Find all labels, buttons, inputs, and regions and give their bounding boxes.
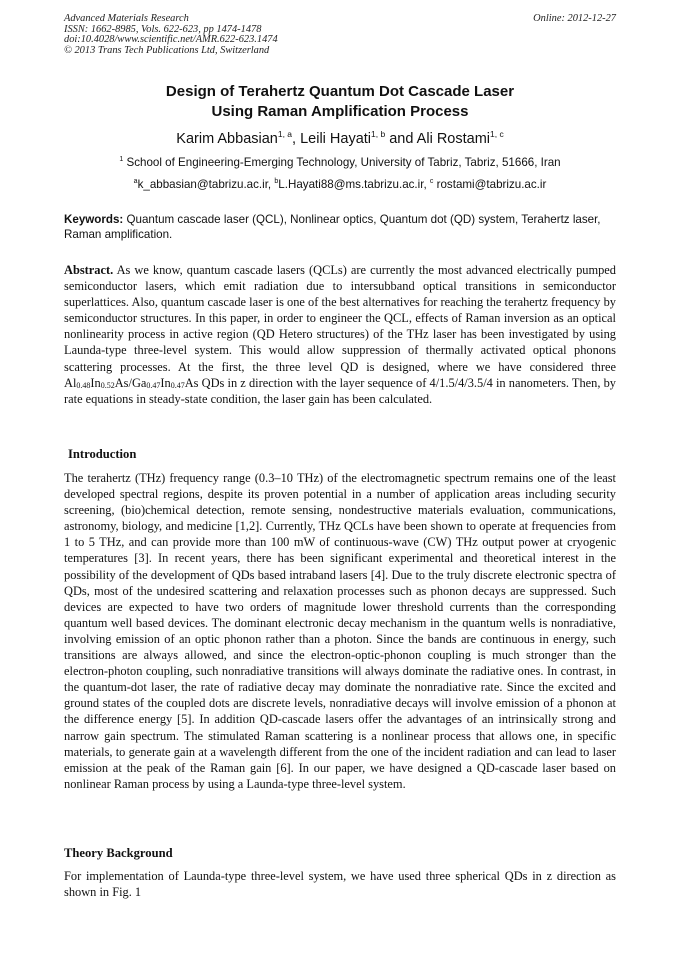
abstract: [64, 262, 616, 407]
theory-body: For implementation of Launda-type three-level system, we have used three spherical QDs in z direction as shown in Fig. 1: [64, 869, 616, 900]
email-mark: c: [429, 178, 434, 185]
author-separator: ,: [292, 131, 301, 147]
email-mark: b: [274, 178, 279, 185]
keywords-label: Keywords:: [64, 213, 124, 226]
email-address: rostami@tabrizu.ac.ir: [433, 178, 547, 191]
email-address: L.Hayati88@ms.tabrizu.ac.ir,: [278, 178, 430, 191]
email-address: k_abbasian@tabrizu.ac.ir,: [137, 178, 275, 191]
author-emails: [64, 177, 616, 193]
subscript: 0.48: [76, 380, 91, 390]
affiliation-mark: 1: [119, 156, 124, 163]
abstract-text: As QDs in z direction with the layer sequence of 4/1.5/4/3.5/4 in nanometers. Then, by rate equations in steady-state condition, the laser gain has been calculated.: [64, 375, 616, 406]
author-affiliation-mark: 1, a: [277, 129, 293, 139]
abstract-label: Abstract.: [64, 263, 114, 277]
doi-line: doi:10.4028/www.scientific.net/AMR.622-623.1474: [64, 34, 278, 46]
section-heading-theory: Theory Background: [64, 846, 173, 860]
author-name: Leili Hayati: [300, 131, 372, 147]
subscript: 0.47: [170, 380, 185, 390]
abstract-text: As/Ga: [114, 375, 147, 390]
abstract-text: As we know, quantum cascade lasers (QCLs) are currently the most advanced electrically pumped semiconductor lasers, which emit radiation due to intersubband optical transitions in semiconductor superlattices. Also, quantum cascade laser is one of the best alternatives for reaching the terahertz frequency by semiconductor structures. In this paper, in order to engineer the QCL, effects of Raman inversion as an optical nonlinearity process in active region (QD Hetero structures) of the THz laser has been investigated by using Launda-type three-level system. This would allow suppression of thermally activated optical phonons scattering processes. At the first, the three level QD is designed, where we have considered three Al: [64, 263, 616, 390]
author-name: Ali Rostami: [416, 131, 490, 147]
subscript: 0.52: [100, 380, 115, 390]
paper-title: [64, 82, 616, 122]
author-separator: and: [385, 131, 417, 147]
journal-header: [64, 14, 616, 56]
online-date: Online: 2012-12-27: [533, 13, 616, 24]
keywords-text: Quantum cascade laser (QCL), Nonlinear optics, Quantum dot (QD) system, Terahertz laser, Raman amplification.: [64, 213, 601, 241]
section-heading-introduction: Introduction: [68, 447, 137, 461]
author-list: [64, 129, 616, 149]
affiliation: [64, 155, 616, 171]
title-line-1: Design of Terahertz Quantum Dot Cascade Laser: [165, 83, 515, 100]
author-affiliation-mark: 1, c: [490, 129, 504, 139]
keywords: [64, 212, 616, 242]
author-affiliation-mark: 1, b: [371, 129, 386, 139]
copyright-line: © 2013 Trans Tech Publications Ltd, Switzerland: [64, 44, 270, 56]
abstract-text: In: [90, 375, 101, 390]
journal-name: Advanced Materials Research: [64, 13, 189, 24]
title-line-2: Using Raman Amplification Process: [211, 103, 469, 120]
issn-line: ISSN: 1662-8985, Vols. 622-623, pp 1474-1478: [64, 23, 262, 35]
introduction-body: The terahertz (THz) frequency range (0.3–10 THz) of the electromagnetic spectrum remains one of the least developed spectral regions, despite its proven potential in a number of application areas including security screening, (bio)chemical detection, remote sensing, nondestructive materials evaluation, communications, astronomy, biology, and medicine [1,2]. Currently, THz QCLs have been shown to operate at frequencies from 1 to 5 THz, and can provide more than 100 mW of continuous-wave (CW) THz output power at cryogenic temperatures [3]. In recent years, there has been significant experimental and theoretical interest in the possibility of the development of QDs based intraband lasers [4]. Due to the truly discrete electronic spectra of QDs, most of the undesired scattering and relaxation processes such as phonon decays are suppressed. Such devices are expected to have two orders of magnitude lower threshold currents than the corresponding quantum well based devices. The dominant electronic decay mechanism in the quantum wells is nonradiative, involving emission of an optic phonon rather than a photon. Since the bands are continuous in energy, such transitions are always allowed, and since the electron-optic-phonon coupling is much stronger than the electron-photon coupling, such nonradiative transitions will always dominate the radiative ones. In contrast, in the quantum-dot laser, the rate of radiative decay may dominate the nonradiative rate. Since the excited and ground states of the coupled dots are discrete levels, nonradiative decays will involve emission of a phonon at the difference energy [5]. In addition QD-cascade lasers offer the advantages of an intrinsically strong and narrow gain spectrum. The stimulated Raman scattering is a nonlinear process that allows one, in specific materials, to generate gain at a wavelength different from the one of the incident radiation and can lead to laser emission at the peak of the Raman gain [6]. In our paper, we have designed a QD-cascade laser based on nonlinear Raman process by using a Launda-type three-level system.: [64, 471, 616, 791]
affiliation-text: School of Engineering-Emerging Technology, University of Tabriz, Tabriz, 51666, Iran: [123, 156, 561, 169]
author-name: Karim Abbasian: [176, 131, 278, 147]
abstract-text: In: [160, 375, 171, 390]
subscript: 0.47: [146, 380, 161, 390]
email-mark: a: [133, 178, 138, 185]
